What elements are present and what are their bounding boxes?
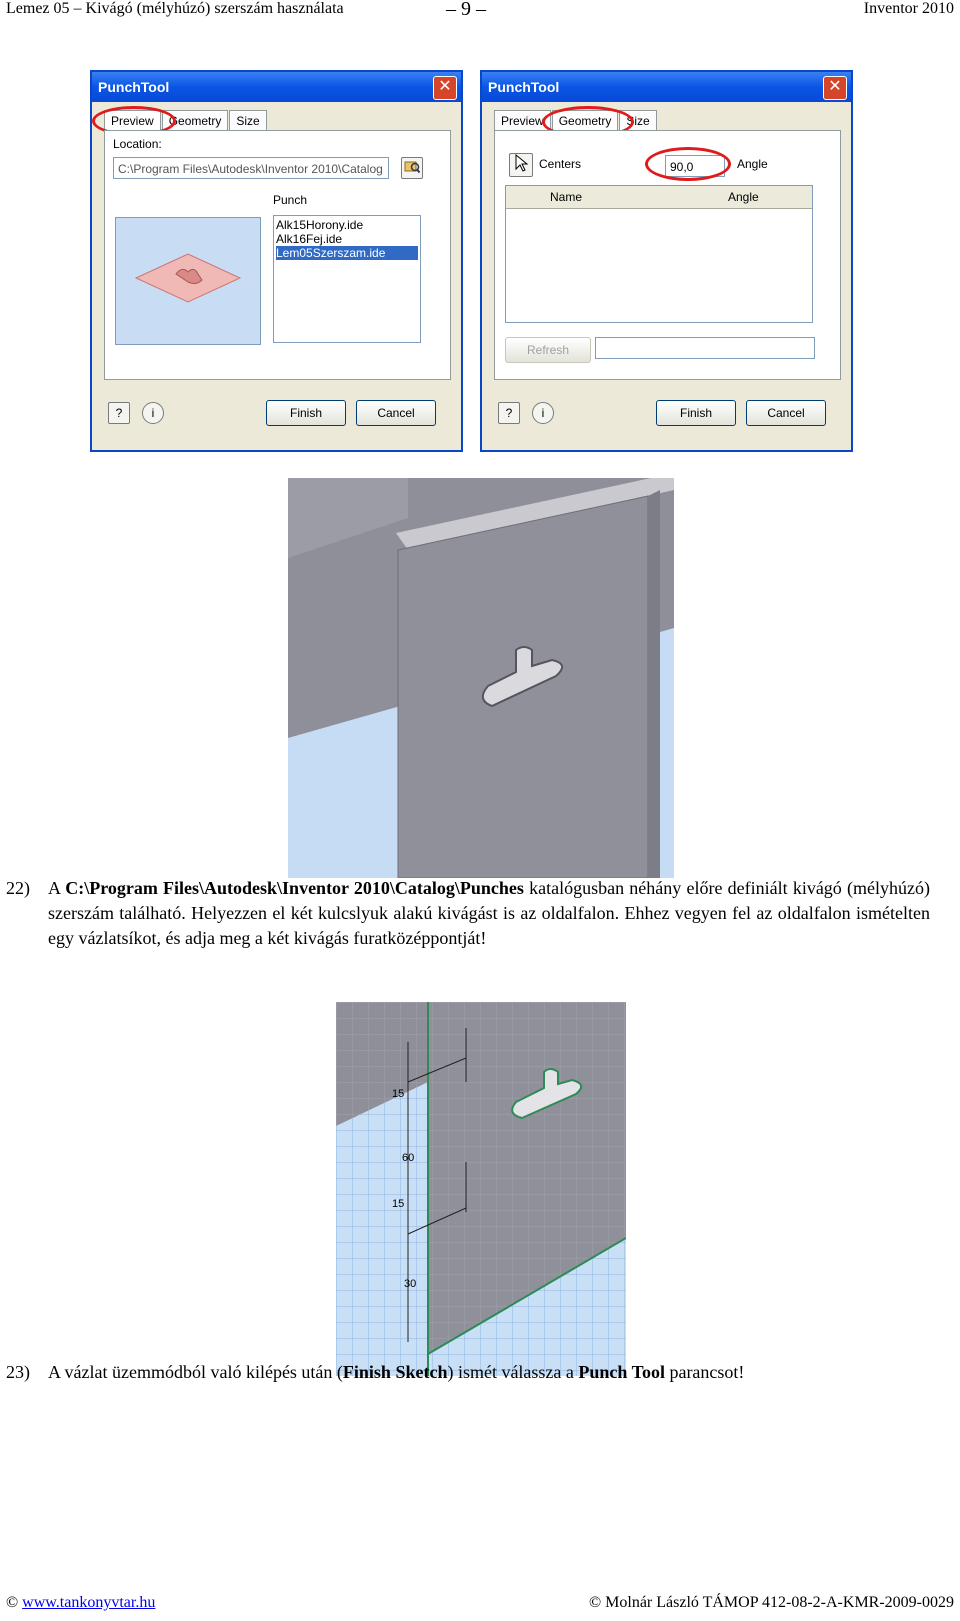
refresh-status-field [595, 337, 815, 359]
punch-tool-term: Punch Tool [578, 1362, 665, 1382]
highlight-circle [645, 147, 731, 181]
dialog-title-bar [92, 72, 461, 102]
step-text-part: parancsot! [664, 1362, 745, 1382]
dialog-title-bar [482, 72, 851, 102]
location-label: Location: [113, 137, 162, 151]
help-button[interactable]: ? [498, 402, 520, 424]
cancel-button[interactable]: Cancel [746, 400, 826, 426]
tab-size[interactable]: Size [619, 110, 656, 131]
tab-size[interactable]: Size [229, 110, 266, 131]
step-text-part: katalógusban néhány előre definiált kivágó (mélyhúzó) szerszám található. Helyezzen el két kulcslyuk alakú kivágást is az oldalfalon. Ehhez vegyen fel az oldalfalon ismételten egy vázlatsíkot, és adja meg a két kivágás furatközéppontját! [48, 878, 930, 948]
finish-button[interactable]: Finish [656, 400, 736, 426]
step-23-paragraph [6, 1360, 930, 1385]
folder-search-icon [404, 158, 420, 174]
punchtool-dialog-preview [90, 70, 463, 452]
dialog-title: PunchTool [98, 79, 170, 95]
header-title: Lemez 05 – Kivágó (mélyhúzó) szerszám használata [6, 0, 344, 17]
tab-panel [494, 130, 841, 380]
punch-label: Punch [273, 193, 308, 207]
tab-geometry[interactable]: Geometry [552, 110, 619, 131]
punch-list-item[interactable]: Alk16Fej.ide [276, 232, 343, 246]
step-text [48, 876, 930, 951]
website-link[interactable]: www.tankonyvtar.hu [22, 1594, 156, 1611]
centers-table[interactable] [505, 185, 813, 323]
cursor-arrow-icon [513, 154, 529, 172]
header-product: Inventor 2010 [863, 0, 954, 17]
tab-preview[interactable]: Preview [104, 110, 161, 131]
page-header [0, 0, 960, 22]
wall-render-image [288, 478, 674, 878]
footer-right: © Molnár László TÁMOP 412-08-2-A-KMR-2009-0029 [588, 1594, 954, 1611]
close-button[interactable]: ✕ [433, 76, 457, 100]
finish-sketch-term: Finish Sketch [342, 1362, 448, 1382]
step-number: 22) [6, 878, 30, 898]
help-button[interactable]: ? [108, 402, 130, 424]
punch-list-item[interactable]: Alk15Horony.ide [276, 218, 364, 232]
dimension-label: 30 [404, 1278, 417, 1290]
tab-geometry[interactable]: Geometry [162, 110, 229, 131]
select-centers-button[interactable] [509, 153, 533, 177]
close-button[interactable]: ✕ [823, 76, 847, 100]
dimension-label: 15 [392, 1088, 405, 1100]
catalog-path: C:\Program Files\Autodesk\Inventor 2010\Catalog\Punches [65, 878, 524, 898]
centers-label: Centers [539, 157, 582, 171]
location-field[interactable]: C:\Program Files\Autodesk\Inventor 2010\Catalog [113, 157, 389, 179]
info-button[interactable]: i [142, 402, 164, 424]
step-text-part: A vázlat üzemmódból való kilépés után ( [48, 1362, 343, 1382]
angle-input[interactable]: 90,0 [665, 155, 725, 177]
info-button[interactable]: i [532, 402, 554, 424]
tab-preview[interactable]: Preview [494, 110, 551, 131]
sketch-image [336, 1002, 626, 1376]
dimension-label: 15 [392, 1198, 405, 1210]
cancel-button[interactable]: Cancel [356, 400, 436, 426]
finish-button[interactable]: Finish [266, 400, 346, 426]
punch-preview-image [115, 217, 261, 345]
column-name[interactable]: Name [550, 190, 583, 204]
punch-list[interactable] [273, 215, 421, 343]
step-text-part: A [48, 878, 66, 898]
step-22-paragraph [6, 876, 930, 951]
refresh-button[interactable]: Refresh [505, 337, 591, 363]
step-text-part: ) ismét válassza a [447, 1362, 579, 1382]
footer-left [6, 1594, 155, 1612]
wall-render-graphic [288, 478, 674, 878]
sketch-graphic [336, 1002, 626, 1376]
page-number: – 9 – [446, 0, 486, 20]
column-angle[interactable]: Angle [728, 190, 759, 204]
punch-preview-shape [116, 218, 260, 344]
tab-panel [104, 130, 451, 380]
angle-label: Angle [737, 157, 768, 171]
dimension-label: 60 [402, 1152, 415, 1164]
dialog-title: PunchTool [488, 79, 560, 95]
browse-folder-button[interactable] [401, 157, 423, 179]
step-number: 23) [6, 1362, 30, 1382]
punch-list-item-selected[interactable]: Lem05Szerszam.ide [276, 246, 418, 260]
step-text [48, 1360, 930, 1385]
punchtool-dialog-geometry [480, 70, 853, 452]
copyright-symbol: © [6, 1594, 23, 1611]
table-header [506, 186, 812, 209]
